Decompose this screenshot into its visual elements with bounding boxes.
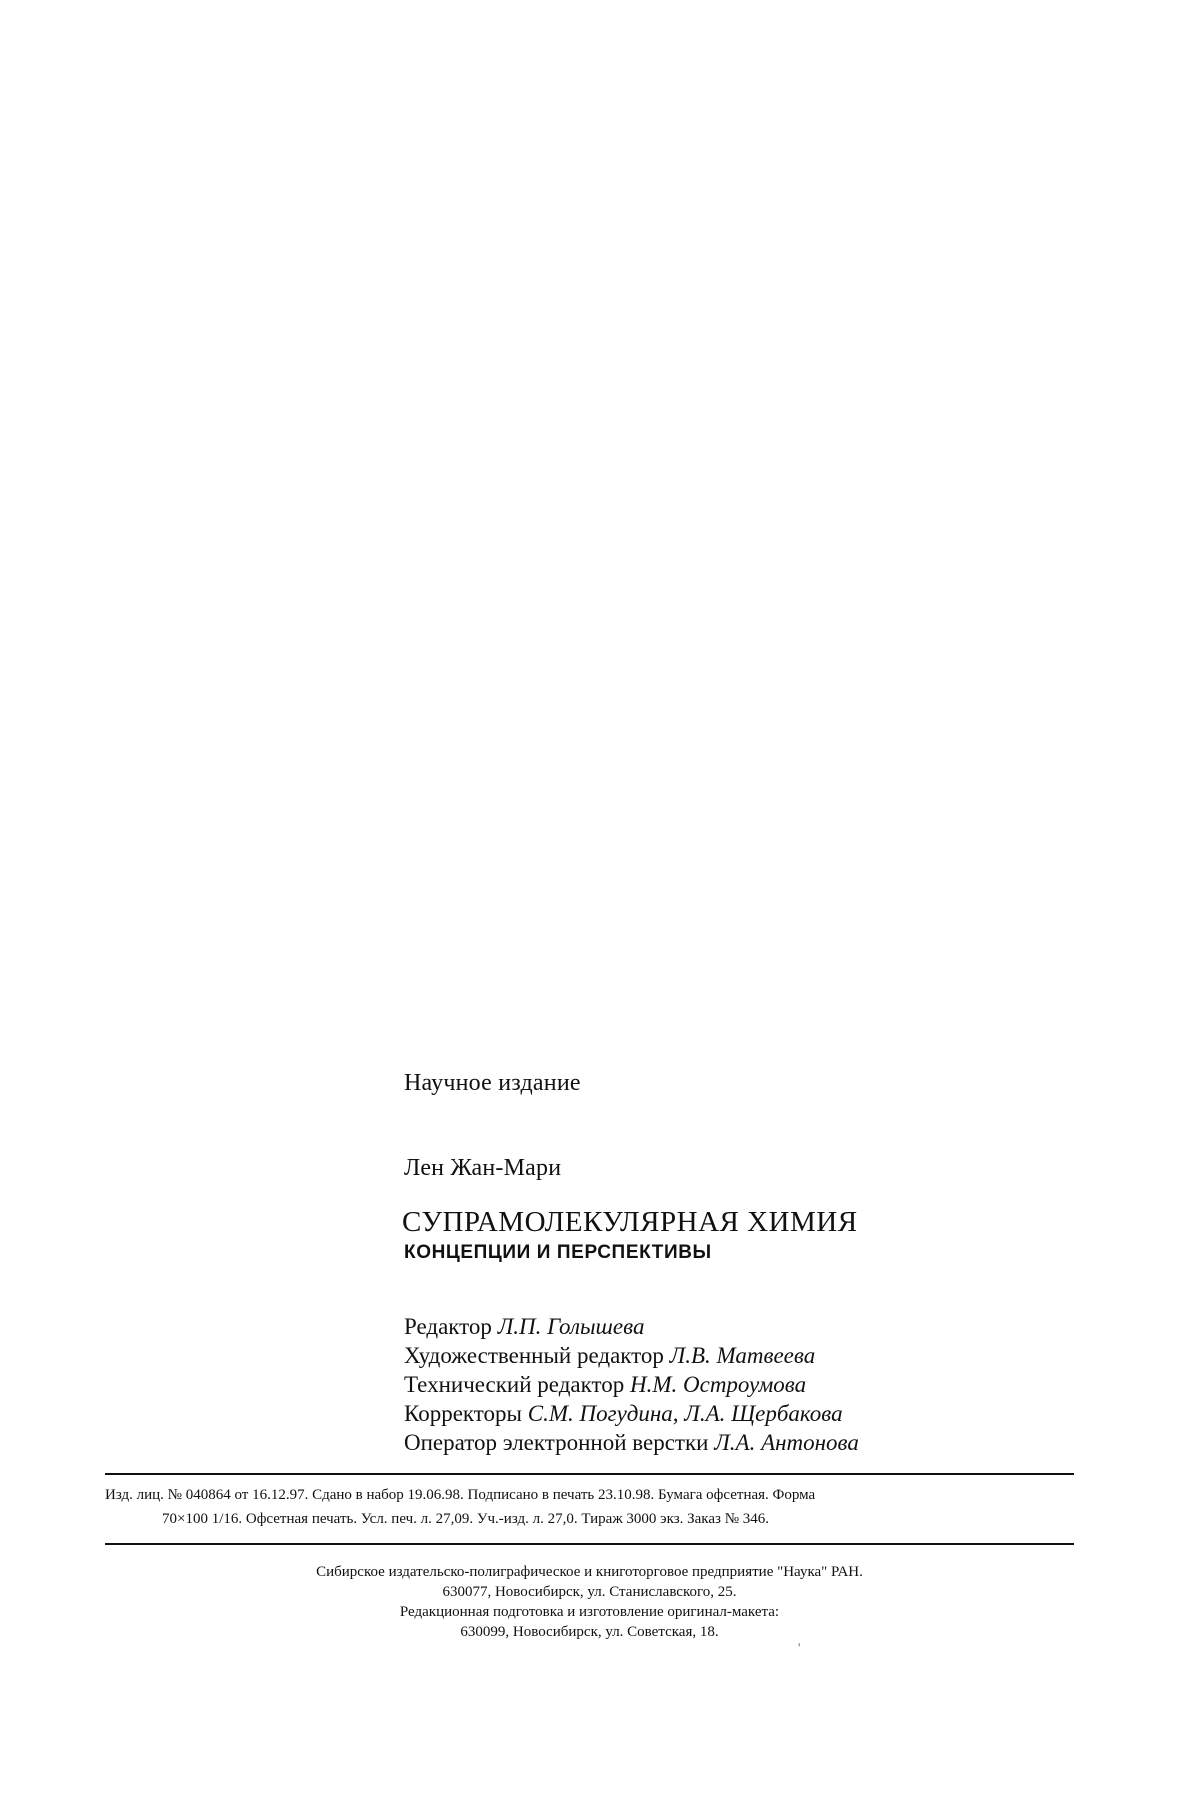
credit-art-editor: [404, 1341, 859, 1370]
publisher-info: [105, 1562, 1074, 1642]
credit-name: Л.П. Голышева: [497, 1314, 645, 1339]
credits-list: [404, 1312, 859, 1457]
credit-layout-operator: [404, 1428, 859, 1457]
credit-technical-editor: [404, 1370, 859, 1399]
credit-role: Корректоры: [404, 1401, 522, 1426]
credit-proofreaders: [404, 1399, 859, 1428]
credit-role: Технический редактор: [404, 1372, 625, 1397]
credit-name: Л.А. Антонова: [714, 1430, 859, 1455]
scan-mark: ': [798, 1640, 801, 1655]
publication-type: Научное издание: [404, 1070, 581, 1096]
credit-editor: [404, 1312, 859, 1341]
credit-name: Н.М. Остроумова: [629, 1372, 807, 1397]
publisher-line-3: Редакционная подготовка и изготовление оригинал-макета:: [399, 1604, 780, 1620]
imprint-line-1: Изд. лиц. № 040864 от 16.12.97. Сдано в набор 19.06.98. Подписано в печать 23.10.98. Бумага офсетная. Форма: [105, 1487, 816, 1503]
imprint-details: [105, 1483, 1100, 1531]
publisher-line-4: 630099, Новосибирск, ул. Советская, 18.: [460, 1624, 719, 1640]
credit-role: Редактор: [404, 1314, 492, 1339]
divider-top: [105, 1473, 1074, 1475]
credit-name: Л.В. Матвеева: [669, 1343, 816, 1368]
publisher-line-2: 630077, Новосибирск, ул. Станиславского, 25.: [442, 1584, 737, 1600]
divider-bottom: [105, 1543, 1074, 1545]
credit-role: Художественный редактор: [404, 1343, 664, 1368]
author-name: Лен Жан-Мари: [404, 1155, 562, 1181]
book-title: СУПРАМОЛЕКУЛЯРНАЯ ХИМИЯ: [402, 1206, 858, 1238]
credit-role: Оператор электронной верстки: [404, 1430, 709, 1455]
credit-name: С.М. Погудина, Л.А. Щербакова: [527, 1401, 843, 1426]
publisher-line-1: Сибирское издательско-полиграфическое и книготорговое предприятие "Наука" РАН.: [316, 1564, 863, 1580]
book-subtitle: КОНЦЕПЦИИ И ПЕРСПЕКТИВЫ: [404, 1242, 712, 1263]
imprint-line-2: 70×100 1/16. Офсетная печать. Усл. печ. л. 27,09. Уч.-изд. л. 27,0. Тираж 3000 экз. Заказ № 346.: [162, 1511, 770, 1527]
